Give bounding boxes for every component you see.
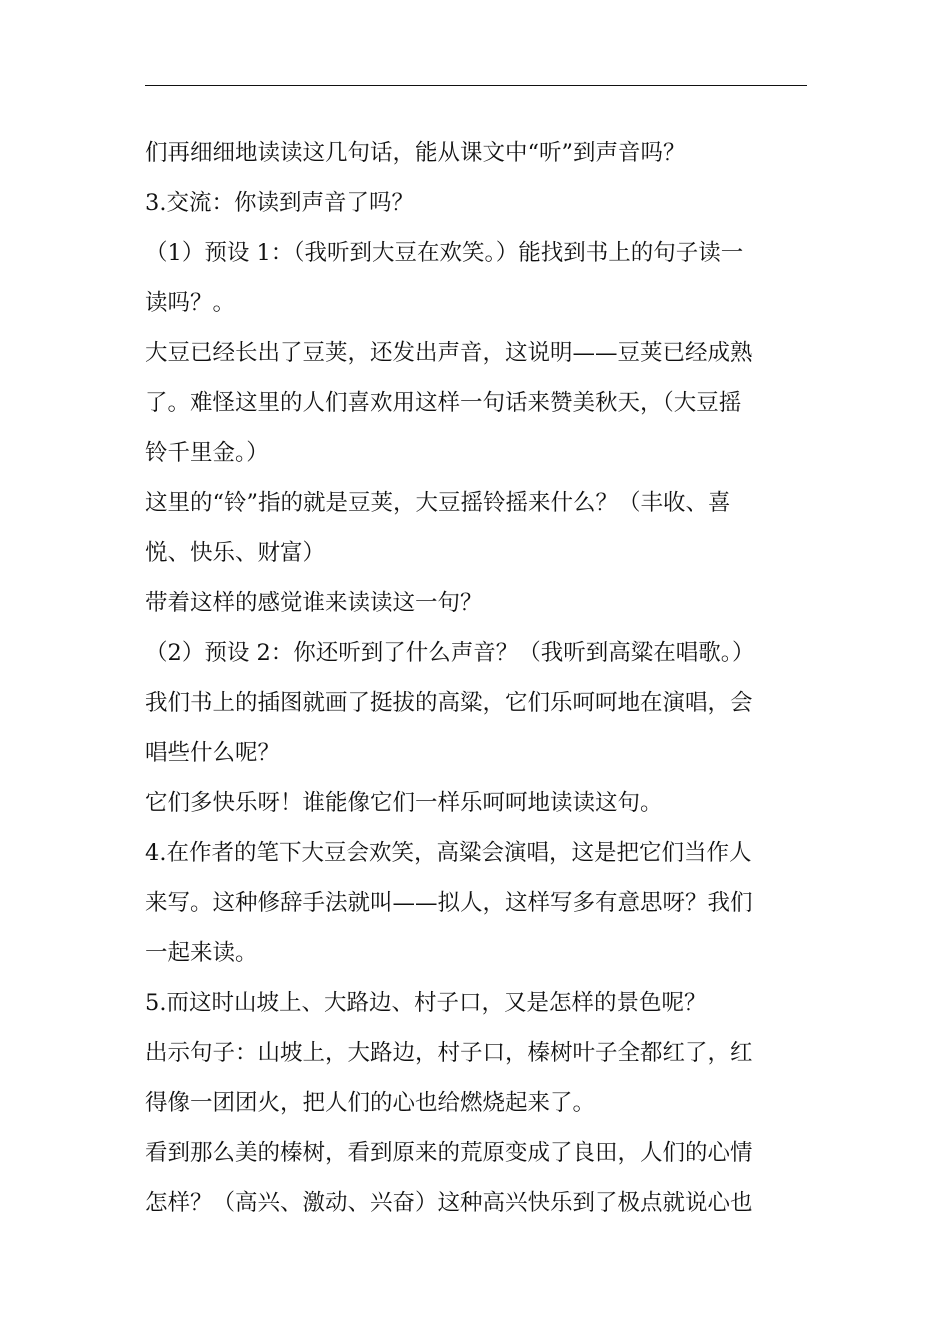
text-line: 4.在作者的笔下大豆会欢笑，高粱会演唱，这是把它们当作人	[145, 840, 752, 866]
text-line: （2）预设 2：你还听到了什么声音？（我听到高粱在唱歌。）	[145, 640, 755, 666]
text-line: 出示句子：山坡上，大路边，村子口，榛树叶子全都红了，红	[145, 1040, 753, 1066]
text-line: 读吗？。	[145, 290, 236, 316]
text-line: 3.交流：你读到声音了吗？	[145, 190, 414, 216]
text-line: 带着这样的感觉谁来读读这一句？	[145, 590, 483, 616]
text-line: 一起来读。	[145, 940, 258, 966]
text-line: 看到那么美的榛树，看到原来的荒原变成了良田，人们的心情	[145, 1140, 753, 1166]
text-line: 我们书上的插图就画了挺拔的高粱，它们乐呵呵地在演唱，会	[145, 690, 753, 716]
text-line: 大豆已经长出了豆荚，还发出声音，这说明——豆荚已经成熟	[145, 340, 753, 366]
text-line: 悦、快乐、财富）	[145, 540, 326, 566]
text-line: 铃千里金。）	[145, 440, 269, 466]
text-line: 们再细细地读读这几句话，能从课文中“听”到声音吗？	[145, 140, 686, 166]
text-line: 了。难怪这里的人们喜欢用这样一句话来赞美秋天，（大豆摇	[145, 390, 742, 416]
text-line: （1）预设 1：（我听到大豆在欢笑。）能找到书上的句子读一	[145, 240, 744, 266]
text-line: 唱些什么呢？	[145, 740, 281, 766]
text-line: 得像一团团火，把人们的心也给燃烧起来了。	[145, 1090, 596, 1116]
text-line: 5.而这时山坡上、大路边、村子口，又是怎样的景色呢？	[145, 990, 707, 1016]
text-line: 来写。这种修辞手法就叫——拟人，这样写多有意思呀？我们	[145, 890, 753, 916]
header-rule	[145, 85, 807, 86]
document-body	[145, 128, 807, 1228]
text-line: 它们多快乐呀！谁能像它们一样乐呵呵地读读这句。	[145, 790, 663, 816]
text-line: 这里的“铃”指的就是豆荚，大豆摇铃摇来什么？（丰收、喜	[145, 490, 731, 516]
text-line: 怎样？（高兴、激动、兴奋）这种高兴快乐到了极点就说心也	[145, 1190, 753, 1216]
